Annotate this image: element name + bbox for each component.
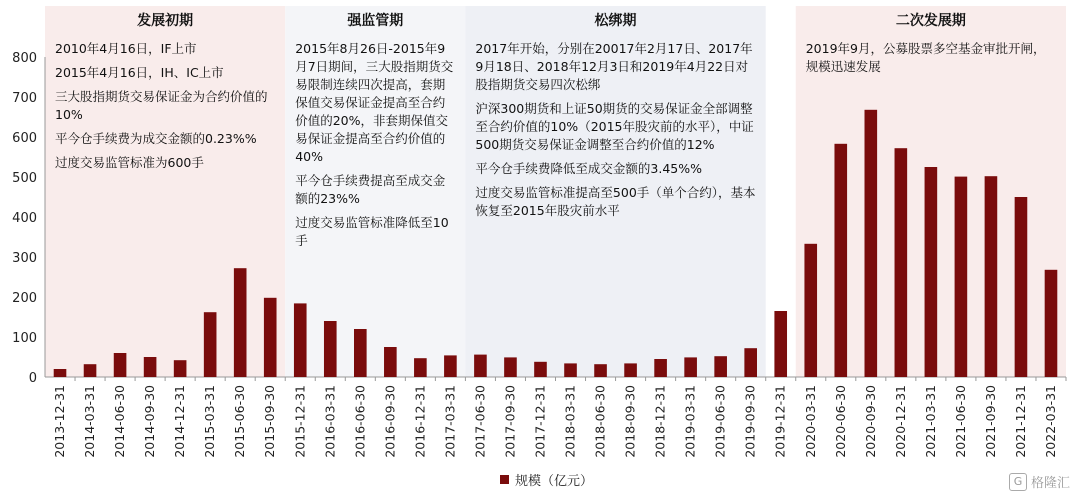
bar bbox=[114, 353, 127, 377]
bar bbox=[54, 369, 67, 377]
phase-panel-2 bbox=[475, 12, 755, 226]
x-tick-label: 2019-03-31 bbox=[682, 385, 698, 458]
phase-note: 平今仓手续费为成交金额的0.23%% bbox=[55, 131, 257, 146]
phase-note: 沪深300期货和上证50期货的交易保证金全部调整至合约价值的10%（2015年股灾前的水平），中证500期货交易保证金调整至合约价值的12% bbox=[475, 101, 754, 152]
phase-note: 2015年4月16日，IH、IC上市 bbox=[55, 65, 224, 80]
x-tick-label: 2016-09-30 bbox=[382, 385, 398, 458]
bar bbox=[744, 348, 757, 377]
x-tick-label: 2018-03-31 bbox=[562, 385, 578, 458]
phase-note: 2017年开始，分别在20017年2月17日、2017年9月18日、2018年12月3日和2019年4月22日对股指期货交易四次松绑 bbox=[475, 41, 753, 92]
bar bbox=[985, 176, 998, 377]
bar bbox=[834, 144, 847, 377]
y-tick-label: 600 bbox=[12, 131, 37, 146]
y-tick-label: 300 bbox=[12, 251, 37, 266]
phase-note: 2010年4月16日，IF上市 bbox=[55, 41, 197, 56]
bar bbox=[234, 268, 247, 377]
phase-note: 平今仓手续费降低至成交金额的3.45%% bbox=[475, 161, 702, 176]
x-tick-label: 2018-09-30 bbox=[622, 385, 638, 458]
bar bbox=[354, 329, 367, 377]
x-tick-label: 2021-09-30 bbox=[982, 385, 998, 458]
bar bbox=[1015, 197, 1028, 377]
bar bbox=[414, 358, 427, 377]
x-tick-label: 2020-03-31 bbox=[802, 385, 818, 458]
y-tick-label: 100 bbox=[12, 331, 37, 346]
phase-title: 强监管期 bbox=[347, 13, 404, 29]
x-tick-label: 2020-09-30 bbox=[862, 385, 878, 458]
y-tick-label: 700 bbox=[12, 91, 37, 106]
y-tick-label: 200 bbox=[12, 291, 37, 306]
phase-title: 松绑期 bbox=[594, 13, 637, 29]
y-tick-label: 0 bbox=[28, 371, 37, 386]
x-tick-label: 2016-03-31 bbox=[322, 385, 338, 458]
bar bbox=[1045, 270, 1058, 377]
bar bbox=[474, 355, 487, 377]
legend bbox=[500, 470, 593, 489]
x-tick-label: 2015-03-31 bbox=[202, 385, 218, 458]
bar bbox=[174, 360, 187, 377]
phase-panel-1 bbox=[295, 12, 455, 256]
x-tick-label: 2019-12-31 bbox=[772, 385, 788, 458]
phase-panel-0 bbox=[55, 12, 275, 178]
x-tick-label: 2020-06-30 bbox=[832, 385, 848, 458]
x-tick-label: 2018-06-30 bbox=[592, 385, 608, 458]
bar bbox=[955, 177, 968, 377]
x-tick-label: 2021-03-31 bbox=[922, 385, 938, 458]
bar bbox=[294, 303, 307, 377]
phase-note: 2019年9月，公募股票多空基金审批开闸，规模迅速发展 bbox=[805, 41, 1046, 74]
bar bbox=[384, 347, 397, 377]
bar bbox=[444, 355, 457, 377]
phase-note: 过度交易监管标准提高至500手（单个合约），基本恢复至2015年股灾前水平 bbox=[475, 185, 756, 218]
phase-note: 三大股指期货交易保证金为合约价值的10% bbox=[55, 89, 268, 122]
bar bbox=[84, 364, 97, 377]
x-tick-label: 2021-12-31 bbox=[1012, 385, 1028, 458]
x-tick-label: 2013-12-31 bbox=[52, 385, 68, 458]
bar bbox=[925, 167, 938, 377]
bar bbox=[895, 148, 908, 377]
phase-note: 平今仓手续费提高至成交金额的23%% bbox=[295, 173, 446, 206]
x-tick-label: 2016-06-30 bbox=[352, 385, 368, 458]
x-tick-label: 2014-09-30 bbox=[142, 385, 158, 458]
x-tick-label: 2017-06-30 bbox=[472, 385, 488, 458]
watermark bbox=[1009, 472, 1070, 491]
bar bbox=[144, 357, 157, 377]
bar bbox=[534, 362, 547, 377]
x-tick-label: 2014-12-31 bbox=[172, 385, 188, 458]
phase-note: 过度交易监管标准降低至10手 bbox=[295, 215, 449, 248]
x-tick-label: 2021-06-30 bbox=[952, 384, 968, 458]
x-tick-label: 2015-09-30 bbox=[262, 385, 278, 458]
x-tick-label: 2017-03-31 bbox=[442, 385, 458, 458]
phase-note: 过度交易监管标准为600手 bbox=[55, 155, 204, 170]
bar bbox=[654, 359, 667, 377]
bar bbox=[594, 364, 607, 377]
x-tick-label: 2015-06-30 bbox=[232, 385, 248, 458]
x-tick-label: 2019-06-30 bbox=[712, 385, 728, 458]
watermark-text: 格隆汇 bbox=[1030, 476, 1070, 491]
x-tick-label: 2020-12-31 bbox=[892, 385, 908, 458]
bar bbox=[504, 357, 517, 377]
x-tick-label: 2022-03-31 bbox=[1042, 385, 1058, 458]
bar bbox=[324, 321, 337, 377]
bar bbox=[865, 110, 878, 377]
phase-title: 二次发展期 bbox=[895, 13, 966, 29]
bar bbox=[564, 363, 577, 377]
phase-title: 发展初期 bbox=[137, 13, 194, 29]
bar bbox=[774, 311, 787, 377]
x-tick-label: 2015-12-31 bbox=[292, 385, 308, 458]
bar bbox=[204, 312, 217, 377]
bar bbox=[804, 244, 817, 377]
phase-panel-3 bbox=[806, 12, 1056, 82]
bar bbox=[624, 363, 637, 377]
y-tick-label: 400 bbox=[12, 211, 37, 226]
x-tick-label: 2018-12-31 bbox=[652, 385, 668, 458]
x-tick-label: 2017-12-31 bbox=[532, 385, 548, 458]
bar bbox=[714, 356, 727, 377]
x-tick-label: 2014-03-31 bbox=[82, 385, 98, 458]
x-tick-label: 2017-09-30 bbox=[502, 385, 518, 458]
bar bbox=[264, 298, 277, 377]
y-tick-label: 500 bbox=[12, 171, 37, 186]
x-tick-label: 2014-06-30 bbox=[112, 385, 128, 458]
legend-label: 规模（亿元） bbox=[515, 474, 594, 489]
y-tick-label: 800 bbox=[12, 51, 37, 66]
x-tick-label: 2019-09-30 bbox=[742, 385, 758, 458]
legend-swatch bbox=[500, 475, 509, 484]
watermark-logo-icon: G bbox=[1009, 473, 1027, 491]
phase-note: 2015年8月26日-2015年9月7日期间，三大股指期货交易限制连续四次提高，套期保值交易保证金提高至合约价值的20%，非套期保值交易保证金提高至合约价值的40% bbox=[295, 41, 454, 164]
x-tick-label: 2016-12-31 bbox=[412, 385, 428, 458]
bar bbox=[684, 357, 697, 377]
